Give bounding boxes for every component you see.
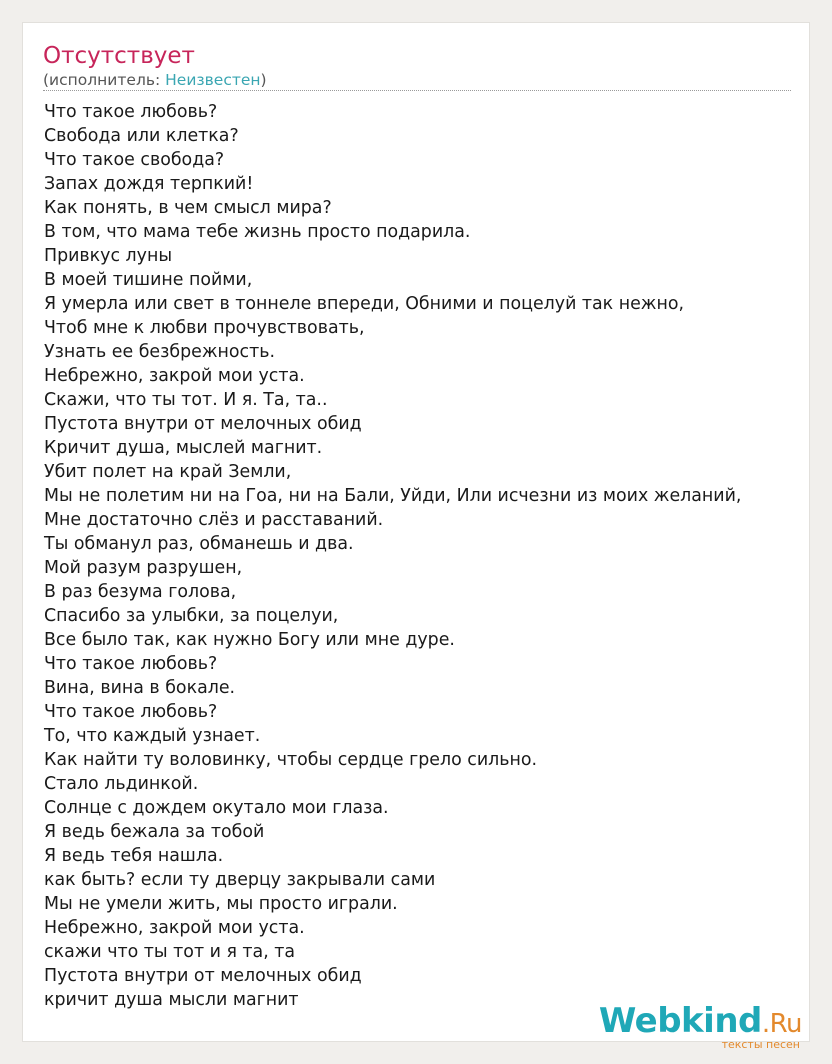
lyric-line: Стало льдинкой.: [44, 774, 199, 794]
lyric-line: Мы не умели жить, мы просто играли.: [44, 894, 398, 914]
lyric-line: Кричит душа, мыслей магнит.: [44, 438, 323, 458]
lyric-line: Свобода или клетка?: [44, 126, 239, 146]
lyric-line: В том, что мама тебе жизнь просто подарила.: [44, 222, 471, 242]
lyric-line: Все было так, как нужно Богу или мне дуре.: [44, 630, 455, 650]
lyric-line: скажи что ты тот и я та, та: [44, 942, 296, 962]
lyric-line: Небрежно, закрой мои уста.: [44, 366, 305, 386]
lyric-line: Убит полет на край Земли,: [44, 462, 292, 482]
lyric-line: В моей тишине пойми,: [44, 270, 253, 290]
lyric-line: Мы не полетим ни на Гоа, ни на Бали, Уйди, Или исчезни из моих желаний,: [44, 486, 742, 506]
lyric-line: Солнце с дождем окутало мои глаза.: [44, 798, 389, 818]
lyric-line: Что такое любовь?: [44, 102, 218, 122]
song-title: Отсутствует: [43, 43, 195, 69]
artist-line: [43, 70, 267, 90]
dotted-divider: [43, 90, 791, 91]
lyric-line: Я ведь бежала за тобой: [44, 822, 265, 842]
lyric-line: Я умерла или свет в тоннеле впереди, Обними и поцелуй так нежно,: [44, 294, 684, 314]
watermark-tagline: тексты песен: [721, 1038, 800, 1051]
lyric-line: Что такое свобода?: [44, 150, 225, 170]
lyric-line: Вина, вина в бокале.: [44, 678, 236, 698]
lyric-line: Пустота внутри от мелочных обид: [44, 414, 362, 434]
lyric-line: Скажи, что ты тот. И я. Та, та..: [44, 390, 328, 410]
lyric-line: Мой разум разрушен,: [44, 558, 243, 578]
artist-prefix: (исполнитель:: [43, 71, 166, 89]
lyric-line: Чтоб мне к любви прочувствовать,: [44, 318, 365, 338]
watermark-logo: [599, 1001, 802, 1041]
watermark-suffix: .Ru: [761, 1009, 802, 1039]
lyrics-text: [44, 100, 741, 1012]
lyric-line: Спасибо за улыбки, за поцелуи,: [44, 606, 339, 626]
lyric-line: Узнать ее безбрежность.: [44, 342, 275, 362]
lyric-line: кричит душа мысли магнит: [44, 990, 299, 1010]
site-watermark: [599, 1002, 802, 1050]
lyric-line: Пустота внутри от мелочных обид: [44, 966, 362, 986]
lyric-line: Как понять, в чем смысл мира?: [44, 198, 332, 218]
lyric-line: Я ведь тебя нашла.: [44, 846, 224, 866]
lyrics-card: [22, 22, 810, 1042]
lyric-line: Как найти ту воловинку, чтобы сердце грело сильно.: [44, 750, 538, 770]
lyric-line: Привкус луны: [44, 246, 173, 266]
lyric-line: Что такое любовь?: [44, 702, 218, 722]
lyric-line: Что такое любовь?: [44, 654, 218, 674]
lyric-line: Мне достаточно слёз и расставаний.: [44, 510, 384, 530]
lyric-line: Запах дождя терпкий!: [44, 174, 254, 194]
artist-link[interactable]: Неизвестен: [165, 71, 261, 89]
lyric-line: как быть? если ту дверцу закрывали сами: [44, 870, 436, 890]
artist-suffix: ): [260, 71, 267, 89]
lyric-line: Ты обманул раз, обманешь и два.: [44, 534, 354, 554]
lyric-line: То, что каждый узнает.: [44, 726, 261, 746]
watermark-main: Webkind: [598, 1001, 762, 1041]
lyric-line: Небрежно, закрой мои уста.: [44, 918, 305, 938]
lyric-line: В раз безума голова,: [44, 582, 237, 602]
